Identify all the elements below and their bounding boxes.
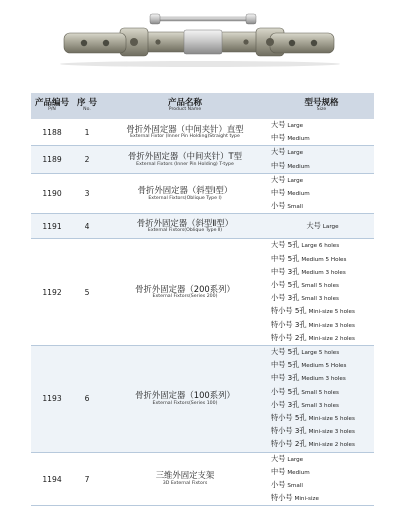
size-en: Large [322,223,339,230]
size-en: Large [287,150,304,157]
product-catalog-table [31,93,374,506]
product-number: 1194 [31,452,73,506]
table-row [31,346,374,453]
size-item [271,412,374,425]
size-item [271,239,374,252]
size-zh: 小号 [271,480,286,490]
size-item [271,438,374,451]
size-list [269,452,374,506]
size-item [271,266,374,279]
table-row [31,119,374,146]
header-pn-zh: 产品编号 [34,98,69,109]
size-item [271,453,374,466]
product-number: 1191 [31,214,73,239]
header-name [101,93,269,119]
size-zh: 中号 [271,133,286,143]
size-item [271,479,374,492]
size-item [271,399,374,412]
product-name-zh: 骨折外固定器（中间夹针）直型 [126,123,244,134]
size-item [271,187,374,200]
size-en: Medium [287,191,310,198]
product-name-en: External Fixtors(Oblique Type Ⅰ) [148,195,222,201]
header-pn-en: P/N [48,107,56,113]
size-item [271,305,374,318]
size-list [269,146,374,173]
size-item [271,200,374,213]
sequence-number: 5 [73,239,101,346]
header-no-zh: 序 号 [77,98,97,109]
header-pn [31,93,73,119]
size-list [269,214,374,239]
size-list [269,173,374,214]
size-zh: 中号 [271,466,286,476]
size-en: Mini-size 2 holes [308,335,355,342]
size-item [271,253,374,266]
sequence-number: 6 [73,346,101,453]
product-name [101,119,269,146]
size-list [269,119,374,146]
size-item [271,119,374,132]
size-en: Large [287,123,304,129]
sequence-number: 3 [73,173,101,214]
table-row [31,173,374,214]
size-zh: 大号 [271,147,286,157]
size-zh: 中号 5孔 [271,360,300,370]
size-zh: 特小号 5孔 [271,306,307,316]
product-name-zh: 骨折外固定器（斜型Ⅰ型） [137,184,233,195]
size-zh: 中号 [271,160,286,170]
size-zh: 特小号 3孔 [271,426,307,436]
size-en: Large 5 holes [301,350,340,357]
product-name-zh: 骨折外固定器（斜型Ⅱ型） [136,217,234,228]
size-item [271,332,374,345]
header-size-en: Size [316,107,327,113]
size-en: Mini-size 5 holes [308,309,355,316]
size-list [269,346,374,453]
size-zh: 特小号 5孔 [271,413,307,423]
size-zh: 大号 [271,174,286,184]
table-header-row [31,93,374,119]
product-name-zh: 骨折外固定器（中间夹针）T型 [128,150,242,161]
header-size [269,93,374,119]
size-en: Medium [287,469,310,476]
sequence-number: 7 [73,452,101,506]
size-zh: 中号 3孔 [271,373,300,383]
size-zh: 小号 5孔 [271,386,300,396]
product-number: 1190 [31,173,73,214]
size-item [271,425,374,438]
size-zh: 特小号 2孔 [271,439,307,449]
product-name-zh: 三维外固定支架 [155,470,215,481]
size-zh: 大号 [271,453,286,463]
size-en: Small [287,483,303,490]
size-item [271,220,374,233]
size-en: Mini-size [294,496,319,503]
size-list [269,239,374,346]
size-zh: 大号 5孔 [271,240,300,250]
size-zh: 特小号 3孔 [271,319,307,329]
product-name-en: External Fixtors(Series 200) [152,294,218,300]
size-zh: 大号 [306,220,321,230]
size-item [271,132,374,145]
size-item [271,386,374,399]
size-zh: 大号 [271,120,286,129]
product-name [101,146,269,173]
product-name [101,214,269,239]
product-name-en: External Fixtors (Inner Pin Holding) T-type [136,161,234,167]
size-en: Small 5 holes [301,389,339,396]
size-item [271,292,374,305]
product-number: 1193 [31,346,73,453]
size-item [271,346,374,359]
product-name [101,346,269,453]
header-name-en: Product Name [168,107,202,113]
sequence-number: 1 [73,119,101,146]
size-en: Mini-size 3 holes [308,429,355,436]
size-zh: 小号 3孔 [271,293,300,303]
product-name [101,239,269,346]
size-en: Small [287,204,303,211]
product-name-en: External Fixtors(Series 100) [152,400,218,406]
product-name-zh: 骨折外固定器（100系列） [135,390,235,401]
size-zh: 中号 3孔 [271,266,300,276]
size-en: Medium 5 Holes [301,256,347,263]
size-en: Small 3 holes [301,402,339,409]
size-en: Medium [287,136,310,143]
product-number: 1189 [31,146,73,173]
size-item [271,466,374,479]
size-item [271,319,374,332]
table-row [31,452,374,506]
sequence-number: 2 [73,146,101,173]
size-item [271,160,374,173]
sequence-number: 4 [73,214,101,239]
size-item [271,492,374,505]
table-row [31,239,374,346]
size-en: Medium 3 holes [301,376,346,383]
size-en: Large [287,177,304,184]
external-fixator-photo [0,0,400,90]
size-en: Large [287,456,304,463]
size-zh: 中号 [271,188,286,198]
header-size-zh: 型号规格 [304,98,339,109]
product-name [101,452,269,506]
header-no-en: No. [83,107,91,113]
product-name [101,173,269,214]
product-name-en: External Fixtors(Oblique Type Ⅱ) [147,228,223,234]
size-zh: 大号 5孔 [271,347,300,357]
size-en: Small 5 holes [301,283,339,290]
table-row [31,214,374,239]
size-zh: 小号 5孔 [271,280,300,290]
size-en: Mini-size 3 holes [308,322,355,329]
table-row [31,146,374,173]
size-item [271,174,374,187]
size-item [271,279,374,292]
product-name-en: 3D External Fixtors [162,481,208,487]
size-en: Medium 3 holes [301,269,346,276]
size-zh: 特小号 [271,493,293,503]
size-en: Mini-size 2 holes [308,442,355,449]
table-body [31,119,374,506]
size-en: Mini-size 5 holes [308,416,355,423]
size-item [271,372,374,385]
product-number: 1192 [31,239,73,346]
size-item [271,359,374,372]
size-en: Medium 5 Holes [301,363,347,370]
product-number: 1188 [31,119,73,146]
size-zh: 中号 5孔 [271,253,300,263]
product-name-zh: 骨折外固定器（200系列） [135,283,235,294]
size-en: Large 6 holes [301,243,340,250]
size-en: Medium [287,163,310,170]
product-name-en: External Fixtor (Inner Pin Holding)Straight type [130,134,240,140]
size-zh: 特小号 2孔 [271,332,307,342]
size-zh: 小号 [271,201,286,211]
size-en: Small 3 holes [301,296,339,303]
size-zh: 小号 3孔 [271,399,300,409]
header-name-zh: 产品名称 [167,98,202,109]
size-item [271,146,374,159]
header-no [73,93,101,119]
